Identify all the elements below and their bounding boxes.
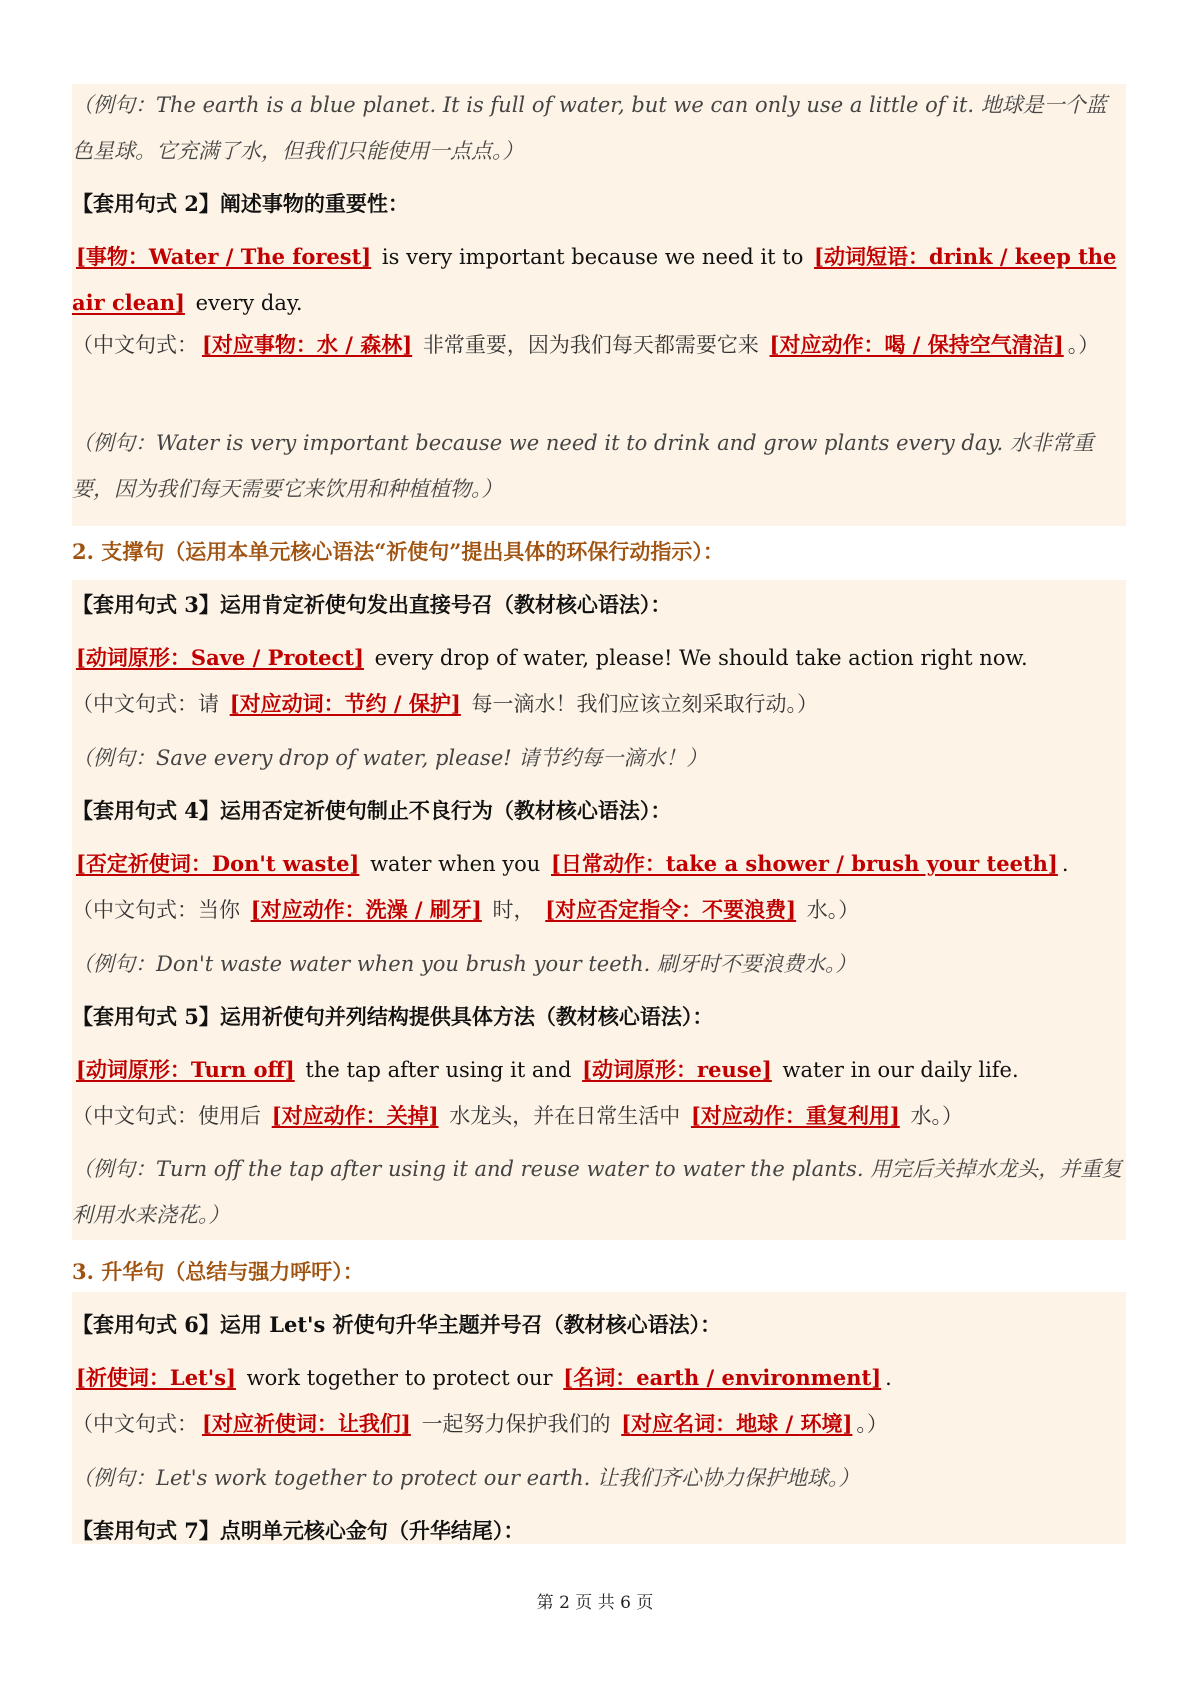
sentence-text: is very important because we need it to xyxy=(381,245,804,269)
pattern-2-example: （例句：Water is very important because we need it to drink and grow plants every day. 水非常重要，因为我们每天需要它来饮用和种植植物。） xyxy=(72,431,1094,501)
section-3-heading: 3. 升华句（总结与强力呼吁）： xyxy=(72,1259,364,1284)
sentence-text: water when you xyxy=(370,852,541,876)
pattern-4-sentence xyxy=(72,849,1126,879)
pattern-2-title: 【套用句式 2】阐述事物的重要性： xyxy=(72,191,409,216)
cn-text: （中文句式：使用后 xyxy=(72,1104,261,1128)
sentence-text: every drop of water, please! We should take action right now. xyxy=(374,646,1028,670)
slot-cn-action: [对应动作：喝 / 保持空气清洁] xyxy=(769,332,1064,357)
sentence-text: water in our daily life. xyxy=(782,1058,1019,1082)
slot-cn-action-2: [对应动作：重复利用] xyxy=(690,1103,900,1128)
pattern-5-sentence xyxy=(72,1055,1126,1085)
slot-cn-negative: [对应否定指令：不要浪费] xyxy=(545,897,797,922)
section-2-heading: 2. 支撑句（运用本单元核心语法“祈使句”提出具体的环保行动指示）： xyxy=(72,539,724,564)
pattern-7-title: 【套用句式 7】点明单元核心金句（升华结尾）： xyxy=(72,1518,525,1543)
slot-verb-1: [动词原形：Turn off] xyxy=(76,1057,295,1082)
cn-text: （中文句式：请 xyxy=(72,692,219,716)
pattern-2-chinese xyxy=(72,322,1126,368)
pattern-2-sentence xyxy=(72,234,1126,326)
cn-text: 一起努力保护我们的 xyxy=(421,1412,611,1436)
sentence-text: . xyxy=(1061,852,1069,876)
cn-text: （中文句式： xyxy=(72,1412,198,1436)
pattern-6-chinese xyxy=(72,1409,1126,1439)
slot-cn-action: [对应动作：洗澡 / 刷牙] xyxy=(250,897,482,922)
pattern-3-example: （例句：Save every drop of water, please! 请节约每一滴水！） xyxy=(72,746,708,770)
page-number: 第 2 页 共 6 页 xyxy=(536,1593,654,1613)
pattern-4-title: 【套用句式 4】运用否定祈使句制止不良行为（教材核心语法）： xyxy=(72,798,672,823)
pattern-3-title: 【套用句式 3】运用肯定祈使句发出直接号召（教材核心语法）： xyxy=(72,592,672,617)
cn-text: （中文句式： xyxy=(72,333,198,357)
pattern-5-chinese xyxy=(72,1101,1126,1131)
cn-text: （中文句式：当你 xyxy=(72,898,240,922)
sentence-text: . xyxy=(885,1366,892,1390)
pattern-6-sentence xyxy=(72,1363,1126,1393)
pattern-4-example: （例句：Don't waste water when you brush your teeth. 刷牙时不要浪费水。） xyxy=(72,952,857,976)
sentence-text: the tap after using it and xyxy=(305,1058,572,1082)
slot-cn-noun: [对应名词：地球 / 环境] xyxy=(621,1411,853,1436)
slot-noun: [名词：earth / environment] xyxy=(563,1365,882,1390)
pattern-6-title: 【套用句式 6】运用 Let's 祈使句升华主题并号召（教材核心语法）： xyxy=(72,1312,722,1337)
slot-cn-imperative: [对应祈使词：让我们] xyxy=(202,1411,411,1436)
example-sentence-1: （例句：The earth is a blue planet. It is full of water, but we can only use a little of it. 地球是一个蓝色星球。它充满了水，但我们只能使用一点点。） xyxy=(72,93,1107,163)
slot-daily-action: [日常动作：take a shower / brush your teeth] xyxy=(551,851,1058,876)
cn-text: 。） xyxy=(856,1412,888,1436)
pattern-3-sentence xyxy=(72,643,1126,673)
slot-cn-action-1: [对应动作：关掉] xyxy=(271,1103,439,1128)
pattern-4-chinese xyxy=(72,895,1126,925)
slot-cn-verb: [对应动词：节约 / 保护] xyxy=(229,691,461,716)
sentence-text: every day. xyxy=(195,291,303,315)
cn-text: 水龙头，并在日常生活中 xyxy=(449,1104,681,1128)
slot-negative-verb: [否定祈使词：Don't waste] xyxy=(76,851,360,876)
pattern-6-example: （例句：Let's work together to protect our earth. 让我们齐心协力保护地球。） xyxy=(72,1466,860,1490)
cn-text: 时， xyxy=(492,898,535,922)
slot-verb-phrase: [动词短语：drink / keep the air clean] xyxy=(72,244,1117,315)
cn-text: 水。） xyxy=(806,898,860,922)
cn-text: 水。） xyxy=(910,1104,963,1128)
cn-text: 。） xyxy=(1067,333,1100,357)
slot-cn-noun: [对应事物：水 / 森林] xyxy=(202,332,413,357)
slot-noun: [事物：Water / The forest] xyxy=(76,244,372,269)
pattern-5-example: （例句：Turn off the tap after using it and reuse water to water the plants. 用完后关掉水龙头，并重复利用水来浇花。） xyxy=(72,1157,1123,1227)
pattern-3-chinese xyxy=(72,689,1126,719)
sentence-text: work together to protect our xyxy=(246,1366,553,1390)
pattern-5-title: 【套用句式 5】运用祈使句并列结构提供具体方法（教材核心语法）： xyxy=(72,1004,714,1029)
slot-verb: [动词原形：Save / Protect] xyxy=(76,645,364,670)
slot-verb-2: [动词原形：reuse] xyxy=(582,1057,772,1082)
slot-imperative: [祈使词：Let's] xyxy=(76,1365,236,1390)
cn-text: 每一滴水！我们应该立刻采取行动。） xyxy=(471,692,819,716)
cn-text: 非常重要，因为我们每天都需要它来 xyxy=(422,333,759,357)
